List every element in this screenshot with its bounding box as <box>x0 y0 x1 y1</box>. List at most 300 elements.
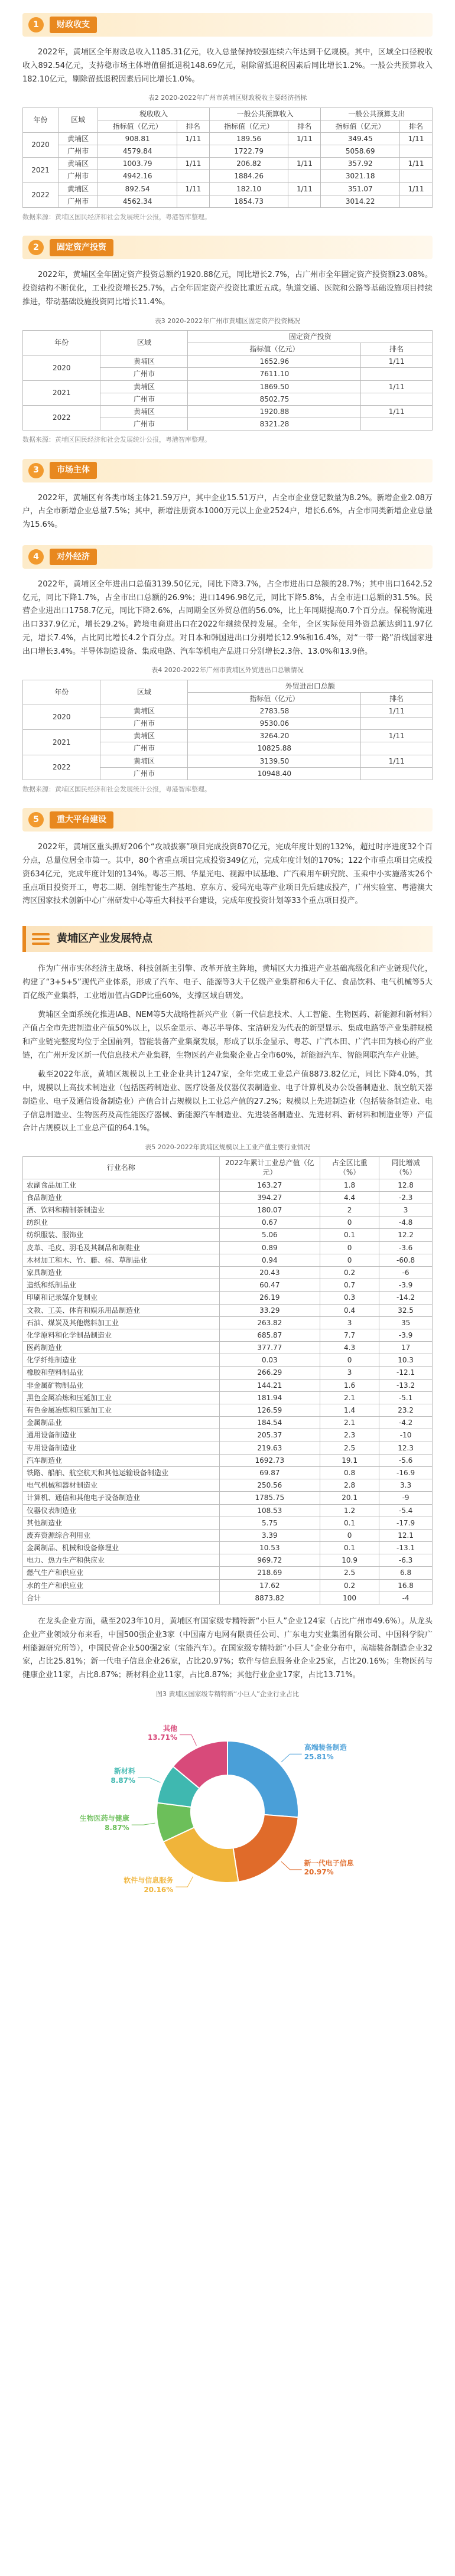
table-row <box>23 1329 433 1341</box>
trade-paragraph: 2022年，黄埔区全年进出口总值3139.50亿元，同比下降3.7%，占全市进出口总额的28.7%；其中出口1642.52亿元，同比下降1.7%，占全市出口总额的26.9%；进口1496.98亿元，同比下降5.8%，占全市进口总额的31.5%。民营企业进出口1758.7亿元，同比下降2.6%，占同期全区外贸总值的56.0%，比上年同期提高0.7个百分点。保税物流进出口337.9亿元，增长29.2%。跨境电商进出口在2022年继续保持发展。全年，全区实际使用外资总额达到11.97亿元，增长7.4%，占比同比增长4.2个百分点。对日本和韩国进出口分别增长12.9%和16.4%，对“一带一路”沿线国家进出口增长3.4%。半导体制造设备、集成电路、汽车等机电产品进口分别增长2.3倍、13.0%和13.9倍。 <box>22 579 433 656</box>
th-region: 区域 <box>100 330 188 355</box>
cell-share: 2.5 <box>320 1442 379 1454</box>
table-row <box>23 1592 433 1604</box>
cell-value: 1869.50 <box>188 380 361 393</box>
cell-value: 1652.96 <box>188 356 361 368</box>
cell-industry: 医药制造业 <box>23 1342 220 1354</box>
cell-region: 广州市 <box>100 418 188 431</box>
section-investment <box>22 236 433 445</box>
pie-label <box>80 1814 129 1832</box>
th-sub: 排名 <box>177 120 209 132</box>
cell-output: 377.77 <box>219 1342 320 1354</box>
pie-label-name: 其他 <box>162 1724 177 1733</box>
cell-r3 <box>399 145 432 158</box>
cell-industry: 橡胶和塑料制品业 <box>23 1367 220 1379</box>
section-number: 2 <box>28 240 44 255</box>
cell-rank: 1/11 <box>361 730 433 742</box>
table-caption: 表4 2020-2022年广州市黄埔区外贸进出口总额情况 <box>151 666 304 674</box>
cell-industry: 铁路、船舶、航空航天和其他运输设备制造业 <box>23 1466 220 1479</box>
th-year: 年份 <box>23 330 100 355</box>
cell-industry: 石油、煤炭及其他燃料加工业 <box>23 1316 220 1329</box>
cell-share: 2.3 <box>320 1429 379 1442</box>
table-row <box>23 1417 433 1429</box>
cell-value: 1920.88 <box>188 405 361 418</box>
cell-rank: 1/11 <box>361 405 433 418</box>
cell-region: 广州市 <box>100 742 188 755</box>
cell-share: 4.4 <box>320 1191 379 1204</box>
cell-share: 10.9 <box>320 1554 379 1567</box>
cell-v1: 892.54 <box>98 182 177 195</box>
cell-share: 0.7 <box>320 1279 379 1292</box>
table-row <box>23 158 433 170</box>
cell-rank: 1/11 <box>361 356 433 368</box>
cell-rank <box>361 393 433 405</box>
pie-leader-line <box>138 1778 160 1782</box>
cell-output: 8873.82 <box>219 1592 320 1604</box>
industry-table <box>22 1156 433 1605</box>
th-sub: 指标值（亿元） <box>98 120 177 132</box>
cell-industry: 电气机械和器材制造业 <box>23 1479 220 1492</box>
table-row <box>23 1379 433 1391</box>
fiscal-table <box>22 107 433 208</box>
chart-caption: 图3 黄埔区国家级专精特新“小巨人”企业行业占比 <box>156 1690 299 1698</box>
section-header <box>22 13 433 37</box>
th-trade: 外贸进出口总额 <box>188 680 433 692</box>
cell-share: 2.1 <box>320 1391 379 1404</box>
cell-industry: 金属制品业 <box>23 1417 220 1429</box>
cell-v3: 349.45 <box>321 132 400 145</box>
cell-industry: 食品制造业 <box>23 1191 220 1204</box>
cell-region: 黄埔区 <box>100 405 188 418</box>
cell-r3 <box>399 195 432 207</box>
market-paragraph: 2022年，黄埔区有各类市场主体21.59万户，其中企业15.51万户，占全市企业登记数量为8.2%。新增企业2.08万户，占全市新增企业总量7.5%；其中，新增注册资本1000万元以上企业2524户，增长6.6%，占全市同类新增企业总量为15.6%。 <box>22 493 433 529</box>
cell-share: 2.8 <box>320 1479 379 1492</box>
chapter-header <box>22 926 433 952</box>
industry-paragraph: 截至2022年底，黄埔区规模以上工业企业共计1247家，全年完成工业总产值8873.82亿元，同比下降4.0%，其中，规模以上高技术制造业（包括医药制造业、医疗设备及仪器仪表制造业、电子计算机及办公设备制造业、航空航天器制造业、电子及通信设备制造业）产值合计占规模以上工业总产值的27.2%；规模以上先进制造业（包括装备制造业、电子信息制造业、生物医药及高性能医疗器械、新能源汽车制造业、先进装备制造业、先进材料、新材料和制造业等）产值合计占规模以上工业总产值的64.1%。 <box>22 1070 433 1133</box>
cell-industry: 化学原料和化学制品制造业 <box>23 1329 220 1341</box>
cell-industry: 木材加工和木、竹、藤、棕、草制品业 <box>23 1254 220 1266</box>
section-trade <box>22 545 433 795</box>
pie-label-name: 生物医药与健康 <box>79 1814 129 1823</box>
cell-share: 0.1 <box>320 1542 379 1554</box>
th-revenue: 一般公共预算收入 <box>209 107 321 120</box>
th-sub: 排名 <box>288 120 321 132</box>
cell-output: 266.29 <box>219 1367 320 1379</box>
cell-rank <box>361 718 433 730</box>
cell-year: 2021 <box>23 380 100 405</box>
th-sub: 指标值（亿元） <box>188 343 361 355</box>
cell-share: 4.3 <box>320 1342 379 1354</box>
cell-growth: -5.6 <box>379 1454 433 1466</box>
cell-share: 0 <box>320 1217 379 1229</box>
cell-v2: 1884.26 <box>209 170 288 182</box>
cell-r2 <box>288 170 321 182</box>
cell-industry: 文教、工美、体育和娱乐用品制造业 <box>23 1304 220 1316</box>
cell-value: 2783.58 <box>188 705 361 717</box>
cell-output: 180.07 <box>219 1204 320 1217</box>
cell-value: 8502.75 <box>188 393 361 405</box>
cell-share: 3 <box>320 1367 379 1379</box>
cell-growth: -10 <box>379 1429 433 1442</box>
cell-rank: 1/11 <box>361 755 433 767</box>
table-row <box>23 170 433 182</box>
table-caption: 表5 2020-2022年黄埔区规模以上工业产值主要行业情况 <box>145 1143 310 1151</box>
table-row <box>23 1279 433 1292</box>
cell-share: 1.2 <box>320 1504 379 1517</box>
cell-industry: 燃气生产和供应业 <box>23 1567 220 1579</box>
cell-share: 3 <box>320 1316 379 1329</box>
pie-leader-line <box>180 1735 196 1746</box>
cell-output: 0.67 <box>219 1217 320 1229</box>
cell-rank: 1/11 <box>361 705 433 717</box>
table-row <box>23 1241 433 1254</box>
cell-region: 广州市 <box>100 393 188 405</box>
cell-industry: 金属制品、机械和设备修理业 <box>23 1542 220 1554</box>
cell-rank: 1/11 <box>361 380 433 393</box>
pie-chart <box>22 1706 433 1918</box>
cell-industry: 纺织业 <box>23 1217 220 1229</box>
cell-output: 0.94 <box>219 1254 320 1266</box>
table-row <box>23 1266 433 1279</box>
section-header <box>22 808 433 832</box>
cell-value: 10825.88 <box>188 742 361 755</box>
cell-growth: -3.6 <box>379 1241 433 1254</box>
cell-industry: 非金属矿物制品业 <box>23 1379 220 1391</box>
cell-r2: 1/11 <box>288 158 321 170</box>
cell-growth: 12.1 <box>379 1529 433 1541</box>
cell-region: 黄埔区 <box>100 755 188 767</box>
cell-share: 1.4 <box>320 1404 379 1417</box>
cell-growth: -14.2 <box>379 1292 433 1304</box>
cell-v2: 1854.73 <box>209 195 288 207</box>
section-title: 市场主体 <box>50 462 97 479</box>
investment-table <box>22 330 433 431</box>
cell-value: 3264.20 <box>188 730 361 742</box>
cell-industry: 汽车制造业 <box>23 1454 220 1466</box>
cell-growth: -9 <box>379 1492 433 1504</box>
th-industry: 行业名称 <box>23 1157 220 1179</box>
table-row <box>23 730 433 742</box>
th-year: 年份 <box>23 107 58 132</box>
pie-leader-line <box>281 1861 302 1870</box>
section-number: 4 <box>28 549 44 565</box>
cell-growth: 23.2 <box>379 1404 433 1417</box>
cell-output: 5.06 <box>219 1229 320 1241</box>
table-row <box>23 380 433 393</box>
pie-label-name: 新一代电子信息 <box>304 1858 354 1867</box>
cell-output: 144.21 <box>219 1379 320 1391</box>
pie-label <box>148 1724 177 1743</box>
cell-growth: -6 <box>379 1266 433 1279</box>
pie-label-name: 高端装备制造 <box>304 1743 347 1752</box>
cell-share: 1.6 <box>320 1379 379 1391</box>
cell-r2 <box>288 195 321 207</box>
cell-year: 2021 <box>23 730 100 755</box>
cell-industry: 计算机、通信和其他电子设备制造业 <box>23 1492 220 1504</box>
cell-v2: 1722.79 <box>209 145 288 158</box>
cell-share: 0.8 <box>320 1466 379 1479</box>
th-region: 区域 <box>100 680 188 705</box>
th-growth: 同比增减（%） <box>379 1157 433 1179</box>
cell-output: 163.27 <box>219 1179 320 1191</box>
cell-output: 181.94 <box>219 1391 320 1404</box>
cell-industry: 印刷和记录媒介复制业 <box>23 1292 220 1304</box>
cell-region: 广州市 <box>58 195 98 207</box>
pie-label-value: 20.16% <box>144 1885 174 1894</box>
cell-industry: 化学纤维制造业 <box>23 1354 220 1367</box>
cell-value: 9530.06 <box>188 718 361 730</box>
cell-growth: -5.4 <box>379 1504 433 1517</box>
chapter-title: 黄埔区产业发展特点 <box>57 932 152 945</box>
cell-rank <box>361 767 433 780</box>
cell-year: 2020 <box>23 356 100 380</box>
table-row <box>23 1404 433 1417</box>
cell-region: 广州市 <box>100 767 188 780</box>
cell-share: 0 <box>320 1354 379 1367</box>
cell-output: 17.62 <box>219 1579 320 1592</box>
cell-share: 0 <box>320 1241 379 1254</box>
cell-region: 黄埔区 <box>58 132 98 145</box>
cell-growth: 32.5 <box>379 1304 433 1316</box>
cell-share: 2 <box>320 1204 379 1217</box>
cell-industry: 仪器仪表制造业 <box>23 1504 220 1517</box>
pie-label-value: 25.81% <box>304 1752 334 1761</box>
table-row <box>23 755 433 767</box>
cell-share: 0.1 <box>320 1517 379 1529</box>
cell-share: 0 <box>320 1254 379 1266</box>
pie-label-name: 新材料 <box>114 1767 136 1776</box>
cell-year: 2022 <box>23 755 100 780</box>
section-title: 对外经济 <box>50 549 97 566</box>
pie-label <box>304 1859 354 1877</box>
cell-industry: 专用设备制造业 <box>23 1442 220 1454</box>
cell-output: 1785.75 <box>219 1492 320 1504</box>
cell-growth: 12.3 <box>379 1442 433 1454</box>
cell-growth: 12.8 <box>379 1179 433 1191</box>
cell-output: 205.37 <box>219 1429 320 1442</box>
pie-label-value: 8.87% <box>105 1823 129 1832</box>
cell-v3: 357.92 <box>321 158 400 170</box>
th-year: 年份 <box>23 680 100 705</box>
cell-industry: 造纸和纸制品业 <box>23 1279 220 1292</box>
cell-industry: 纺织服装、服饰业 <box>23 1229 220 1241</box>
th-sub: 指标值（亿元） <box>209 120 288 132</box>
section-header <box>22 459 433 482</box>
cell-output: 685.87 <box>219 1329 320 1341</box>
table-row <box>23 1354 433 1367</box>
cell-share: 19.1 <box>320 1454 379 1466</box>
th-investment: 固定资产投资 <box>188 330 433 343</box>
cell-industry: 电力、热力生产和供应业 <box>23 1554 220 1567</box>
table-row <box>23 182 433 195</box>
cell-output: 184.54 <box>219 1417 320 1429</box>
cell-year: 2022 <box>23 182 58 207</box>
table-row <box>23 1442 433 1454</box>
pie-label <box>110 1767 135 1785</box>
cell-industry: 其他制造业 <box>23 1517 220 1529</box>
cell-share: 0.2 <box>320 1579 379 1592</box>
cell-share: 0.3 <box>320 1292 379 1304</box>
cell-year: 2020 <box>23 132 58 157</box>
cell-share: 7.7 <box>320 1329 379 1341</box>
table-row <box>23 1504 433 1517</box>
cell-growth: 16.8 <box>379 1579 433 1592</box>
platform-paragraph: 2022年，黄埔区重头抓好206个“攻城拔寨”项目完成投资870亿元，完成年度计划的132%，超过时序进度32个百分点，总量位居全市第一。其中，80个省重点项目完成投资349亿元，完成年度计划的170%；122个市重点项目完成投资634亿元，完成年度计划的134%。粤芯三期、华星光电、视源中试基地、广汽乘用车研究院、玉乘中小实施落实26个重点项目投资开工，粤芯二期、创维智能生产基地、京东方、爱玛光电等产业项目先后建成投产，广州实验室、粤港澳大湾区国家技术创新中心广州研发中心等重大科技平台建设，完成年度投资计划等33个重点项目投产。 <box>22 843 433 906</box>
table-row <box>23 1304 433 1316</box>
cell-share: 0.1 <box>320 1229 379 1241</box>
section-platform <box>22 808 433 908</box>
cell-output: 219.63 <box>219 1442 320 1454</box>
cell-growth: -2.3 <box>379 1191 433 1204</box>
cell-r3: 1/11 <box>399 158 432 170</box>
table-row <box>23 356 433 368</box>
pie-slice <box>228 1741 298 1817</box>
cell-industry: 水的生产和供应业 <box>23 1579 220 1592</box>
cell-rank <box>361 418 433 431</box>
cell-v1: 4942.16 <box>98 170 177 182</box>
cell-region: 黄埔区 <box>100 380 188 393</box>
source-note: 数据来源：黄埔区国民经济和社会发展统计公报，粤港智库整理。 <box>22 785 211 793</box>
cell-value: 8321.28 <box>188 418 361 431</box>
cell-output: 126.59 <box>219 1404 320 1417</box>
smallgiant-paragraph: 在龙头企业方面，截至2023年10月，黄埔区有国家级专精特新“小巨人”企业124家（占比广州市49.6%）。从龙头企业产业领域分布来看，中国500强企业3家（中国南方电网有限责任公司、广东电力实业集团有限公司、中国科学院广州能源研究所等），中国民营企业500强2家（宝能汽车）。在国家级专精特新“小巨人”企业分布中，高端装备制造企业32家，占比25.81%；新一代电子信息企业26家，占比20.97%；软件与信息服务业企业25家，占比20.16%；生物医药与健康企业11家，占比8.87%；新材料企业11家，占比8.87%；其他行业企业17家，占比13.71%。 <box>22 1617 433 1680</box>
cell-region: 广州市 <box>58 170 98 182</box>
section-number: 5 <box>28 812 44 827</box>
cell-v2: 206.82 <box>209 158 288 170</box>
cell-region: 黄埔区 <box>100 730 188 742</box>
cell-region: 广州市 <box>100 718 188 730</box>
cell-growth: -4.8 <box>379 1217 433 1229</box>
cell-r3: 1/11 <box>399 132 432 145</box>
cell-output: 1692.73 <box>219 1454 320 1466</box>
table-row <box>23 1179 433 1191</box>
cell-growth: -60.8 <box>379 1254 433 1266</box>
cell-v1: 4579.84 <box>98 145 177 158</box>
table-row <box>23 1316 433 1329</box>
cell-r1 <box>177 195 209 207</box>
section-market <box>22 459 433 532</box>
cell-value: 3139.50 <box>188 755 361 767</box>
cell-r1: 1/11 <box>177 158 209 170</box>
cell-v2: 189.56 <box>209 132 288 145</box>
cell-growth: -16.9 <box>379 1466 433 1479</box>
cell-r2 <box>288 145 321 158</box>
cell-industry: 皮革、毛皮、羽毛及其制品和制鞋业 <box>23 1241 220 1254</box>
cell-value: 7611.10 <box>188 368 361 380</box>
cell-share: 100 <box>320 1592 379 1604</box>
source-note: 数据来源：黄埔区国民经济和社会发展统计公报，粤港智库整理。 <box>22 436 211 444</box>
cell-output: 60.47 <box>219 1279 320 1292</box>
table-row <box>23 705 433 717</box>
table-row <box>23 1579 433 1592</box>
table-row <box>23 195 433 207</box>
source-note: 数据来源：黄埔区国民经济和社会发展统计公报，粤港智库整理。 <box>22 213 211 221</box>
cell-v3: 3014.22 <box>321 195 400 207</box>
table-row <box>23 1292 433 1304</box>
cell-share: 2.5 <box>320 1567 379 1579</box>
cell-growth: -13.1 <box>379 1542 433 1554</box>
pie-slice <box>233 1815 298 1882</box>
cell-share: 0.2 <box>320 1266 379 1279</box>
cell-r1 <box>177 170 209 182</box>
industry-intro-2: 黄埔区全面系统化推进IAB、NEM等5大战略性新兴产业（新一代信息技术、人工智能、生物医药、新能源和新材料）产值占全市先进制造业产值50%以上，以乐金显示、粤芯半导体、宝洁研发为代表的新型显示、集成电路等产业集群规模和产业链完整度均位于全国前列，智能装备产业集聚发展，形成了以乐金显示、粤芯、广汽本田、广汽丰田为核心的产业链，在广州开发区新一代信息技术产业集群，生物医药产业集聚企业占全市60%，新能源汽车、智能网联汽车产业链。 <box>22 1010 433 1060</box>
table-row <box>23 132 433 145</box>
th-sub: 排名 <box>361 343 433 355</box>
pie-label <box>304 1743 347 1762</box>
cell-region: 广州市 <box>100 368 188 380</box>
pie-label-value: 20.97% <box>304 1868 334 1877</box>
th-region: 区域 <box>58 107 98 132</box>
cell-output: 5.75 <box>219 1517 320 1529</box>
cell-output: 3.39 <box>219 1529 320 1541</box>
cell-industry: 通用设备制造业 <box>23 1429 220 1442</box>
cell-growth: 35 <box>379 1316 433 1329</box>
cell-industry: 废弃资源综合利用业 <box>23 1529 220 1541</box>
cell-industry: 合计 <box>23 1592 220 1604</box>
cell-industry: 农副食品加工业 <box>23 1179 220 1191</box>
cell-industry: 家具制造业 <box>23 1266 220 1279</box>
cell-share: 0.4 <box>320 1304 379 1316</box>
table-row <box>23 1204 433 1217</box>
industry-intro-1: 作为广州市实体经济主战场、科技创新主引擎、改革开放主阵地，黄埔区大力推进产业基础高级化和产业链现代化，构建了“3+5+5”现代产业体系，形成了汽车、电子、能源等3大千亿级产业集群和6大千亿、食品饮料、电气机械等5大百亿级产业集群，工业增加值占GDP比重60%，支撑区域自研发。 <box>22 964 433 1000</box>
table-row <box>23 1429 433 1442</box>
cell-output: 33.29 <box>219 1304 320 1316</box>
pie-label-name: 软件与信息服务 <box>124 1876 174 1885</box>
cell-v3: 351.07 <box>321 182 400 195</box>
cell-growth: 3.3 <box>379 1479 433 1492</box>
table-row <box>23 1191 433 1204</box>
th-sub: 排名 <box>399 120 432 132</box>
cell-growth: -13.2 <box>379 1379 433 1391</box>
cell-growth: -4.2 <box>379 1417 433 1429</box>
table-row <box>23 1229 433 1241</box>
cell-r1 <box>177 145 209 158</box>
cell-growth: 17 <box>379 1342 433 1354</box>
cell-output: 10.53 <box>219 1542 320 1554</box>
cell-growth: -17.9 <box>379 1517 433 1529</box>
cell-output: 0.03 <box>219 1354 320 1367</box>
table-row <box>23 1492 433 1504</box>
cell-v1: 908.81 <box>98 132 177 145</box>
cell-growth: 6.8 <box>379 1567 433 1579</box>
trade-table <box>22 680 433 781</box>
cell-output: 69.87 <box>219 1466 320 1479</box>
table-row <box>23 1217 433 1229</box>
pie-label <box>124 1876 173 1894</box>
cell-share: 20.1 <box>320 1492 379 1504</box>
table-caption: 表3 2020-2022年广州市黄埔区固定资产投资概况 <box>154 317 301 325</box>
th-expense: 一般公共预算支出 <box>321 107 433 120</box>
pie-leader-line <box>176 1876 193 1887</box>
cell-industry: 黑色金属冶炼和压延加工业 <box>23 1391 220 1404</box>
pie-leader-line <box>281 1754 302 1762</box>
cell-industry: 酒、饮料和精制茶制造业 <box>23 1204 220 1217</box>
cell-growth: 10.3 <box>379 1354 433 1367</box>
cell-growth: -5.1 <box>379 1391 433 1404</box>
cell-r1: 1/11 <box>177 132 209 145</box>
cell-year: 2022 <box>23 405 100 430</box>
pie-label-value: 8.87% <box>110 1776 136 1785</box>
cell-region: 广州市 <box>58 145 98 158</box>
cell-r3 <box>399 170 432 182</box>
table-row <box>23 1454 433 1466</box>
cell-output: 0.89 <box>219 1241 320 1254</box>
cell-r1: 1/11 <box>177 182 209 195</box>
cell-growth: -12.1 <box>379 1367 433 1379</box>
list-icon <box>32 930 50 948</box>
cell-v3: 5058.69 <box>321 145 400 158</box>
cell-region: 黄埔区 <box>58 158 98 170</box>
